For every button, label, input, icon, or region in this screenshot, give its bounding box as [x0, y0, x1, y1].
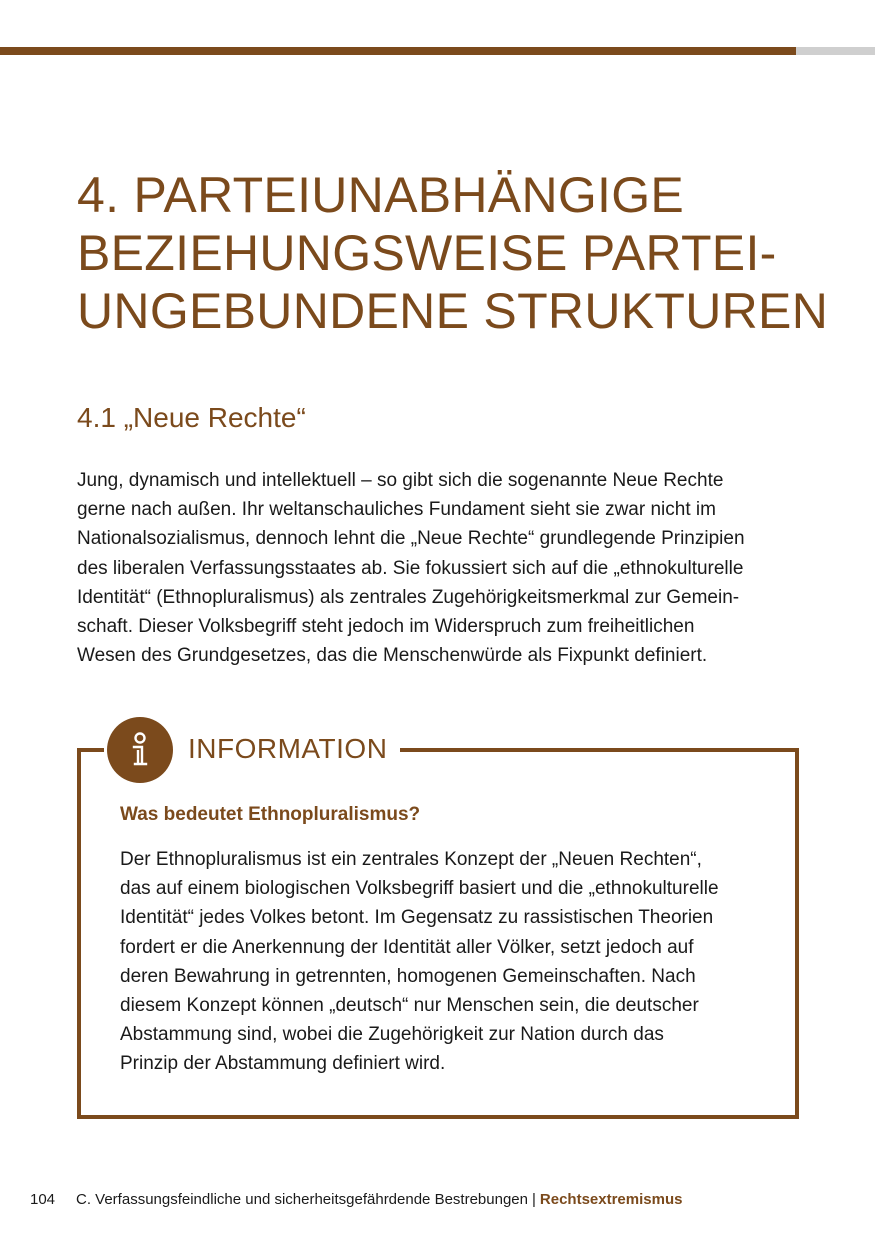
section-title: 4.1 „Neue Rechte“ [77, 402, 306, 433]
information-line: diesem Konzept können „deutsch“ nur Menschen sein, die deutscher [120, 995, 699, 1017]
section-paragraph [77, 466, 817, 670]
footer-chapter: C. Verfassungsfeindliche und sicherheitsgefährdende Bestrebungen [76, 1191, 528, 1208]
chapter-title-line: BEZIEHUNGSWEISE PARTEI- [77, 225, 777, 281]
info-icon-glyph [107, 717, 173, 783]
footer-category: Rechtsextremismus [539, 1191, 683, 1208]
information-label: INFORMATION [188, 733, 388, 764]
paragraph-line: Identität“ (Ethnopluralismus) als zentrales Zugehörigkeitsmerkmal zur Gemein- [77, 586, 740, 608]
page-footer [30, 1190, 682, 1210]
paragraph-line: Jung, dynamisch und intellektuell – so gibt sich die sogenannte Neue Rechte [77, 470, 724, 491]
information-line: das auf einem biologischen Volksbegriff basiert und die „ethnokulturelle [120, 878, 719, 900]
chapter-title-line: UNGEBUNDENE STRUKTUREN [77, 283, 829, 339]
chapter-title-line: 4. PARTEIUNABHÄNGIGE [77, 167, 685, 223]
information-line: Abstammung sind, wobei die Zugehörigkeit zur Nation durch das [120, 1024, 664, 1046]
page-number: 104 [30, 1191, 56, 1208]
information-line: deren Bewahrung in getrennten, homogenen Gemeinschaften. Nach [120, 965, 696, 987]
top-rule [0, 47, 796, 55]
information-question: Was bedeutet Ethnopluralismus? [120, 804, 421, 825]
paragraph-line: Wesen des Grundgesetzes, das die Menschenwürde als Fixpunkt definiert. [77, 645, 708, 667]
paragraph-line: gerne nach außen. Ihr weltanschauliches Fundament sieht sie zwar nicht im [77, 499, 716, 521]
top-rule-end [796, 47, 875, 55]
info-icon [107, 717, 173, 783]
information-line: Der Ethnopluralismus ist ein zentrales Konzept der „Neuen Rechten“, [120, 849, 702, 870]
footer-separator: | [531, 1191, 536, 1208]
paragraph-line: schaft. Dieser Volksbegriff steht jedoch im Widerspruch zum freiheitlichen [77, 616, 695, 638]
information-line: fordert er die Anerkennung der Identität aller Völker, setzt jedoch auf [120, 936, 694, 958]
information-line: Prinzip der Abstammung definiert wird. [120, 1053, 446, 1075]
chapter-title [77, 166, 837, 340]
paragraph-line: des liberalen Verfassungsstaates ab. Sie fokussiert sich auf die „ethnokulturelle [77, 557, 744, 579]
paragraph-line: Nationalsozialismus, dennoch lehnt die „Neue Rechte“ grundlegende Prinzipien [77, 528, 745, 550]
information-line: Identität“ jedes Volkes betont. Im Gegensatz zu rassistischen Theorien [120, 907, 714, 929]
information-text [120, 845, 780, 1079]
